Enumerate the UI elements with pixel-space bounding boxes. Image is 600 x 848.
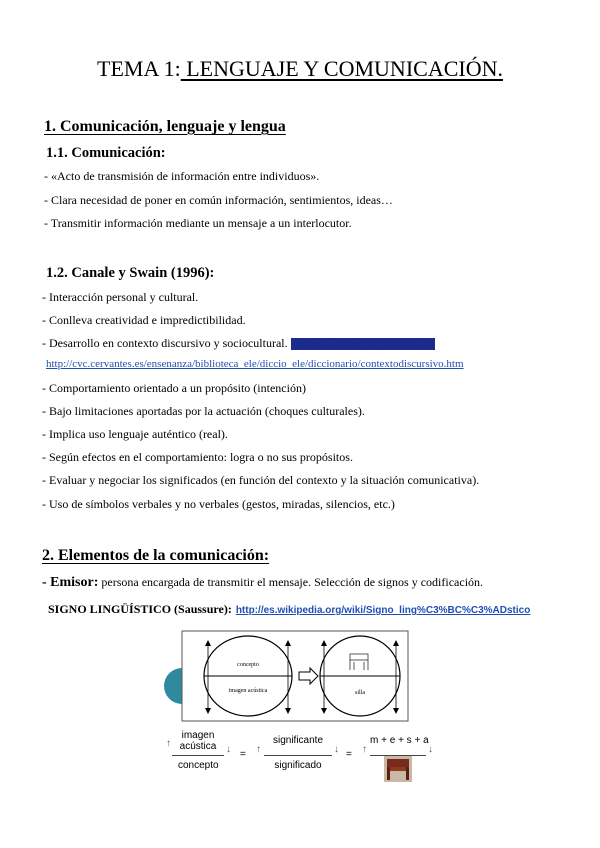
- emisor-prefix: -: [42, 575, 51, 590]
- down-arrow-icon: ↓: [226, 744, 231, 755]
- down-arrow-icon: ↓: [428, 744, 433, 755]
- title-prefix: TEMA 1:: [97, 56, 181, 81]
- sub2-line: - Según efectos en el comportamiento: logra o no sus propósitos.: [42, 450, 353, 464]
- emisor-label: Emisor:: [50, 575, 99, 590]
- fraction-bar: [172, 755, 224, 756]
- chair-photo-icon: [384, 756, 412, 782]
- highlighted-link[interactable]: contexto discursivo (definición): [292, 338, 434, 350]
- up-arrow-icon: ↑: [256, 744, 261, 755]
- sub2-line: - Conlleva creatividad e impredictibilidad.: [42, 313, 246, 327]
- sub1-line: - Transmitir información mediante un mensaje a un interlocutor.: [44, 216, 352, 230]
- acoustic-label: imagen acústica: [228, 688, 268, 694]
- sub2-heading: 1.2. Canale y Swain (1996):: [46, 265, 215, 281]
- sub2-line: - Uso de símbolos verbales y no verbales (gestos, miradas, silencios, etc.): [42, 497, 395, 511]
- formula-concepto: concepto: [178, 760, 219, 771]
- signo-label: SIGNO LINGÜÍSTICO (Saussure):: [48, 602, 232, 616]
- saussure-diagram: [160, 628, 420, 724]
- sub2-context-line: [42, 336, 435, 351]
- formula-significante: significante: [272, 735, 324, 746]
- sub2-line: - Interacción personal y cultural.: [42, 290, 199, 304]
- title-main: LENGUAJE Y COMUNICACIÓN.: [180, 56, 503, 81]
- sub1-line: - Clara necesidad de poner en común información, sentimientos, ideas…: [44, 193, 393, 207]
- sub1-heading: 1.1. Comunicación:: [46, 145, 166, 161]
- down-arrow-icon: ↓: [334, 744, 339, 755]
- sub2-line: - Bajo limitaciones aportadas por la actuación (choques culturales).: [42, 404, 365, 418]
- emisor-text: persona encargada de transmitir el mensaje. Selección de signos y codificación.: [98, 575, 484, 589]
- sub1-line: - «Acto de transmisión de información entre individuos».: [44, 169, 320, 183]
- sub2-line: - Comportamiento orientado a un propósito (intención): [42, 381, 306, 395]
- equals-sign: =: [240, 749, 246, 760]
- concept-label: concepto: [237, 662, 259, 668]
- emisor-line: [42, 575, 483, 591]
- teal-semicircle: [164, 668, 182, 704]
- section1-heading: 1. Comunicación, lenguaje y lengua: [44, 118, 286, 135]
- formula-significado: significado: [274, 760, 322, 771]
- silla-label: silla: [355, 690, 365, 696]
- formula-imagen-acustica: imagen acústica: [179, 730, 217, 752]
- cervantes-link[interactable]: http://cvc.cervantes.es/ensenanza/biblioteca_ele/diccio_ele/diccionario/contextodiscursivo.htm: [46, 358, 464, 370]
- sub2-line: - Implica uso lenguaje auténtico (real).: [42, 427, 228, 441]
- wikipedia-link[interactable]: http://es.wikipedia.org/wiki/Signo_ling%C3%BC%C3%ADstico: [235, 605, 531, 616]
- formula-row: [166, 730, 446, 788]
- sub2-line: - Evaluar y negociar los significados (en función del contexto y la situación comunicativa).: [42, 473, 480, 487]
- formula-letters: m + e + s + a: [370, 735, 429, 746]
- equals-sign: =: [346, 749, 352, 760]
- up-arrow-icon: ↑: [362, 744, 367, 755]
- up-arrow-icon: ↑: [166, 738, 171, 749]
- fraction-bar: [264, 755, 332, 756]
- signo-line: [48, 600, 530, 618]
- section2-heading: 2. Elementos de la comunicación:: [42, 547, 270, 564]
- page-title: [0, 56, 600, 82]
- context-text: - Desarrollo en contexto discursivo y sociocultural.: [42, 336, 288, 350]
